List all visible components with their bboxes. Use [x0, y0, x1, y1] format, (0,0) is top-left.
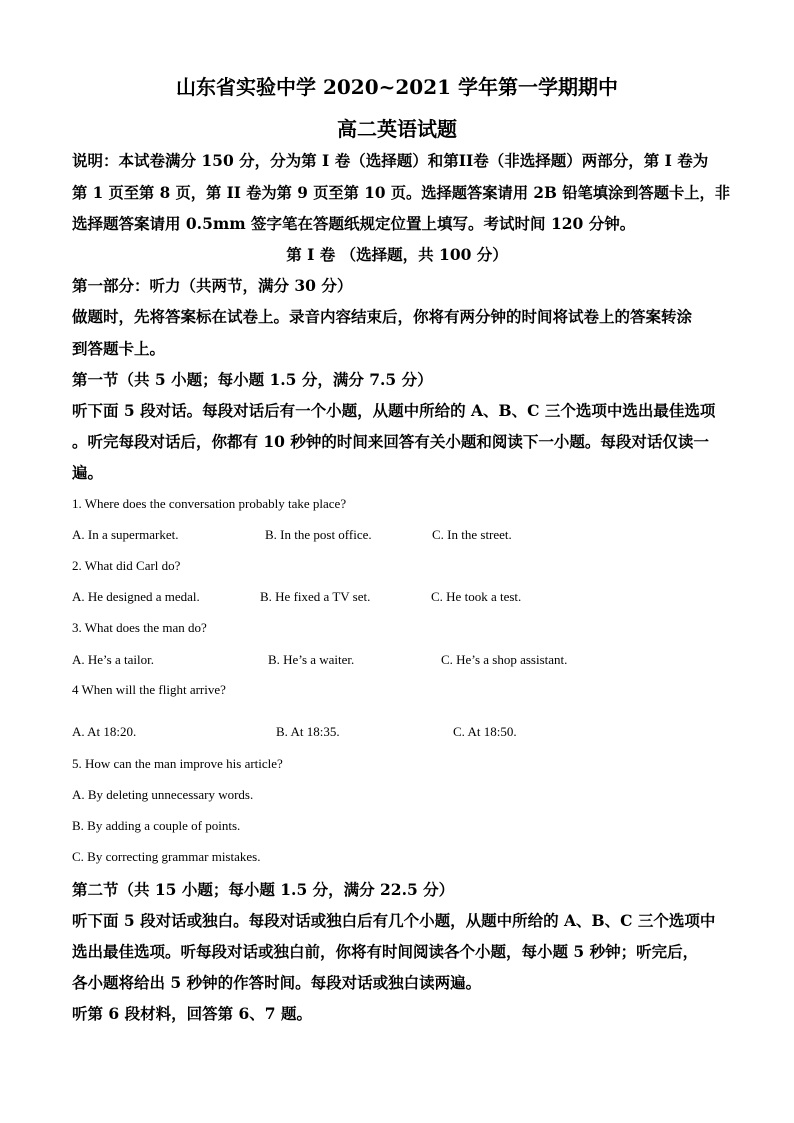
material-6-heading: 听第 6 段材料，回答第 6、7 题。: [72, 1004, 312, 1023]
part-1-intro-line-2: 到答题卡上。: [72, 339, 166, 358]
question-4: 4 When will the flight arrive?: [72, 682, 226, 697]
section-1-intro-line-2: 。听完每段对话后，你都有 10 秒钟的时间来回答有关小题和阅读下一小题。每段对话仅读一: [72, 432, 709, 451]
instructions-line-2: 第 1 页至第 8 页，第 II 卷为第 9 页至第 10 页。选择题答案请用 2B 铅笔填涂到答题卡上，非: [72, 183, 731, 202]
section-1-heading: 第一节（共 5 小题；每小题 1.5 分，满分 7.5 分）: [72, 370, 433, 389]
question-1-option-c: C. In the street.: [432, 527, 512, 542]
question-2-option-b: B. He fixed a TV set.: [260, 589, 371, 604]
question-5-option-c: C. By correcting grammar mistakes.: [72, 849, 261, 864]
question-2-option-a: A. He designed a medal.: [72, 589, 200, 604]
question-1-option-a: A. In a supermarket.: [72, 527, 179, 542]
question-2: 2. What did Carl do?: [72, 558, 181, 573]
question-3: 3. What does the man do?: [72, 620, 207, 635]
section-2-intro-line-1: 听下面 5 段对话或独白。每段对话或独白后有几个小题，从题中所给的 A、B、C 三个选项中: [72, 911, 716, 930]
instructions-line-3: 选择题答案请用 0.5mm 签字笔在答题纸规定位置上填写。考试时间 120 分钟。: [72, 214, 636, 233]
question-2-option-c: C. He took a test.: [431, 589, 522, 604]
section-2-heading: 第二节（共 15 小题；每小题 1.5 分，满分 22.5 分）: [72, 880, 455, 899]
question-4-option-c: C. At 18:50.: [453, 724, 517, 739]
part-1-intro-line-1: 做题时，先将答案标在试卷上。录音内容结束后，你将有两分钟的时间将试卷上的答案转涂: [72, 307, 693, 326]
exam-title: 山东省实验中学 2020~2021 学年第一学期期中: [175, 75, 618, 99]
section-2-intro-line-3: 各小题将给出 5 秒钟的作答时间。每段对话或独白读两遍。: [72, 973, 482, 992]
question-1-option-b: B. In the post office.: [265, 527, 372, 542]
question-3-option-a: A. He’s a tailor.: [72, 652, 154, 667]
question-5: 5. How can the man improve his article?: [72, 756, 283, 771]
part-1-heading: 第一部分：听力（共两节，满分 30 分）: [72, 276, 353, 295]
section-1-intro-line-3: 遍。: [72, 463, 104, 482]
volume-1-heading: 第 I 卷 （选择题，共 100 分）: [286, 245, 508, 264]
exam-subtitle: 高二英语试题: [337, 117, 457, 141]
question-5-option-b: B. By adding a couple of points.: [72, 818, 241, 833]
section-1-intro-line-1: 听下面 5 段对话。每段对话后有一个小题，从题中所给的 A、B、C 三个选项中选出最佳选项: [72, 401, 716, 420]
question-5-option-a: A. By deleting unnecessary words.: [72, 787, 254, 802]
question-3-option-b: B. He’s a waiter.: [268, 652, 355, 667]
question-3-option-c: C. He’s a shop assistant.: [441, 652, 568, 667]
question-1: 1. Where does the conversation probably take place?: [72, 496, 347, 511]
instructions-line-1: 说明：本试卷满分 150 分，分为第 I 卷（选择题）和第II卷（非选择题）两部分，第 I 卷为: [72, 151, 709, 170]
question-4-option-a: A. At 18:20.: [72, 724, 137, 739]
section-2-intro-line-2: 选出最佳选项。听每段对话或独白前，你将有时间阅读各个小题，每小题 5 秒钟；听完后，: [72, 942, 699, 961]
question-4-option-b: B. At 18:35.: [276, 724, 340, 739]
